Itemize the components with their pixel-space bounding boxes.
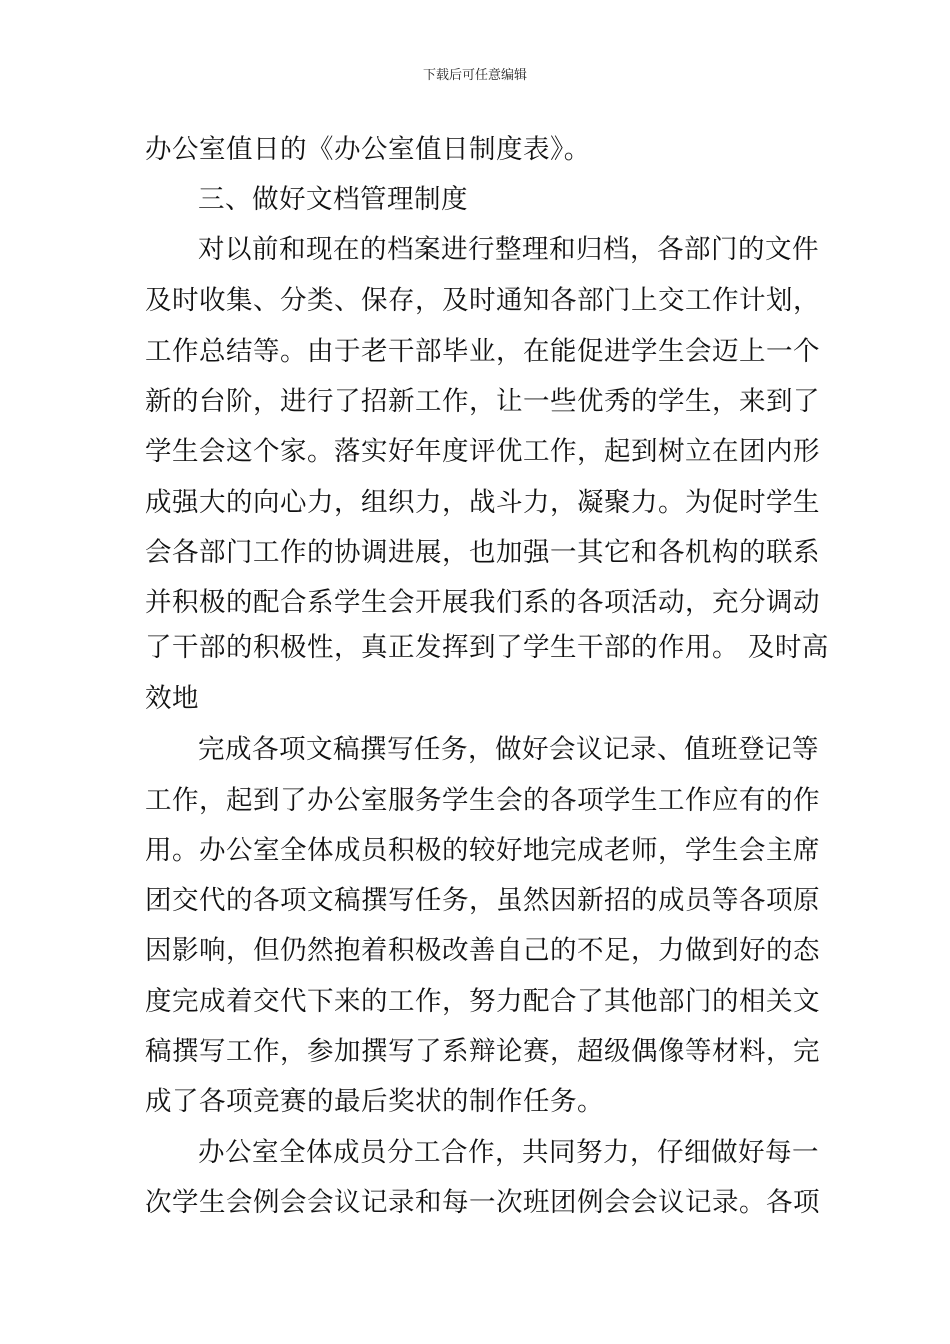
text-line: 及时收集、分类、保存，及时通知各部门上交工作计划， — [145, 285, 820, 316]
text-line: 效地 — [145, 683, 199, 714]
text-line: 了干部的积极性，真正发挥到了学生干部的作用。 及时高 — [145, 632, 829, 663]
text-line: 会各部门工作的协调进展，也加强一其它和各机构的联系 — [145, 537, 820, 568]
text-line: 对以前和现在的档案进行整理和归档，各部门的文件 — [198, 234, 819, 265]
text-line: 成强大的向心力，组织力，战斗力，凝聚力。为促时学生 — [145, 487, 820, 518]
text-line: 次学生会例会会议记录和每一次班团例会会议记录。各项 — [145, 1187, 820, 1218]
text-line: 用。办公室全体成员积极的较好地完成老师，学生会主席 — [145, 835, 820, 866]
text-line: 工作总结等。由于老干部毕业，在能促进学生会迈上一个 — [145, 336, 820, 367]
text-line: 成了各项竞赛的最后奖状的制作任务。 — [145, 1086, 604, 1117]
text-line: 度完成着交代下来的工作，努力配合了其他部门的相关文 — [145, 986, 820, 1017]
text-line: 工作，起到了办公室服务学生会的各项学生工作应有的作 — [145, 785, 820, 816]
text-line: 办公室值日的《办公室值日制度表》。 — [145, 134, 591, 165]
text-line: 完成各项文稿撰写任务，做好会议记录、值班登记等 — [198, 734, 819, 765]
text-line: 办公室全体成员分工合作，共同努力，仔细做好每一 — [198, 1137, 819, 1168]
text-line: 稿撰写工作，参加撰写了系辩论赛，超级偶像等材料，完 — [145, 1036, 820, 1067]
section-heading: 三、做好文档管理制度 — [198, 184, 468, 215]
text-line: 并积极的配合系学生会开展我们系的各项活动，充分调动 — [145, 587, 820, 618]
text-line: 学生会这个家。落实好年度评优工作，起到树立在团内形 — [145, 436, 820, 467]
text-line: 团交代的各项文稿撰写任务，虽然因新招的成员等各项原 — [145, 885, 820, 916]
page-header: 下载后可任意编辑 — [422, 68, 527, 83]
text-line: 因影响，但仍然抱着积极改善自己的不足，力做到好的态 — [145, 935, 820, 966]
text-line: 新的台阶，进行了招新工作，让一些优秀的学生，来到了 — [145, 386, 820, 417]
